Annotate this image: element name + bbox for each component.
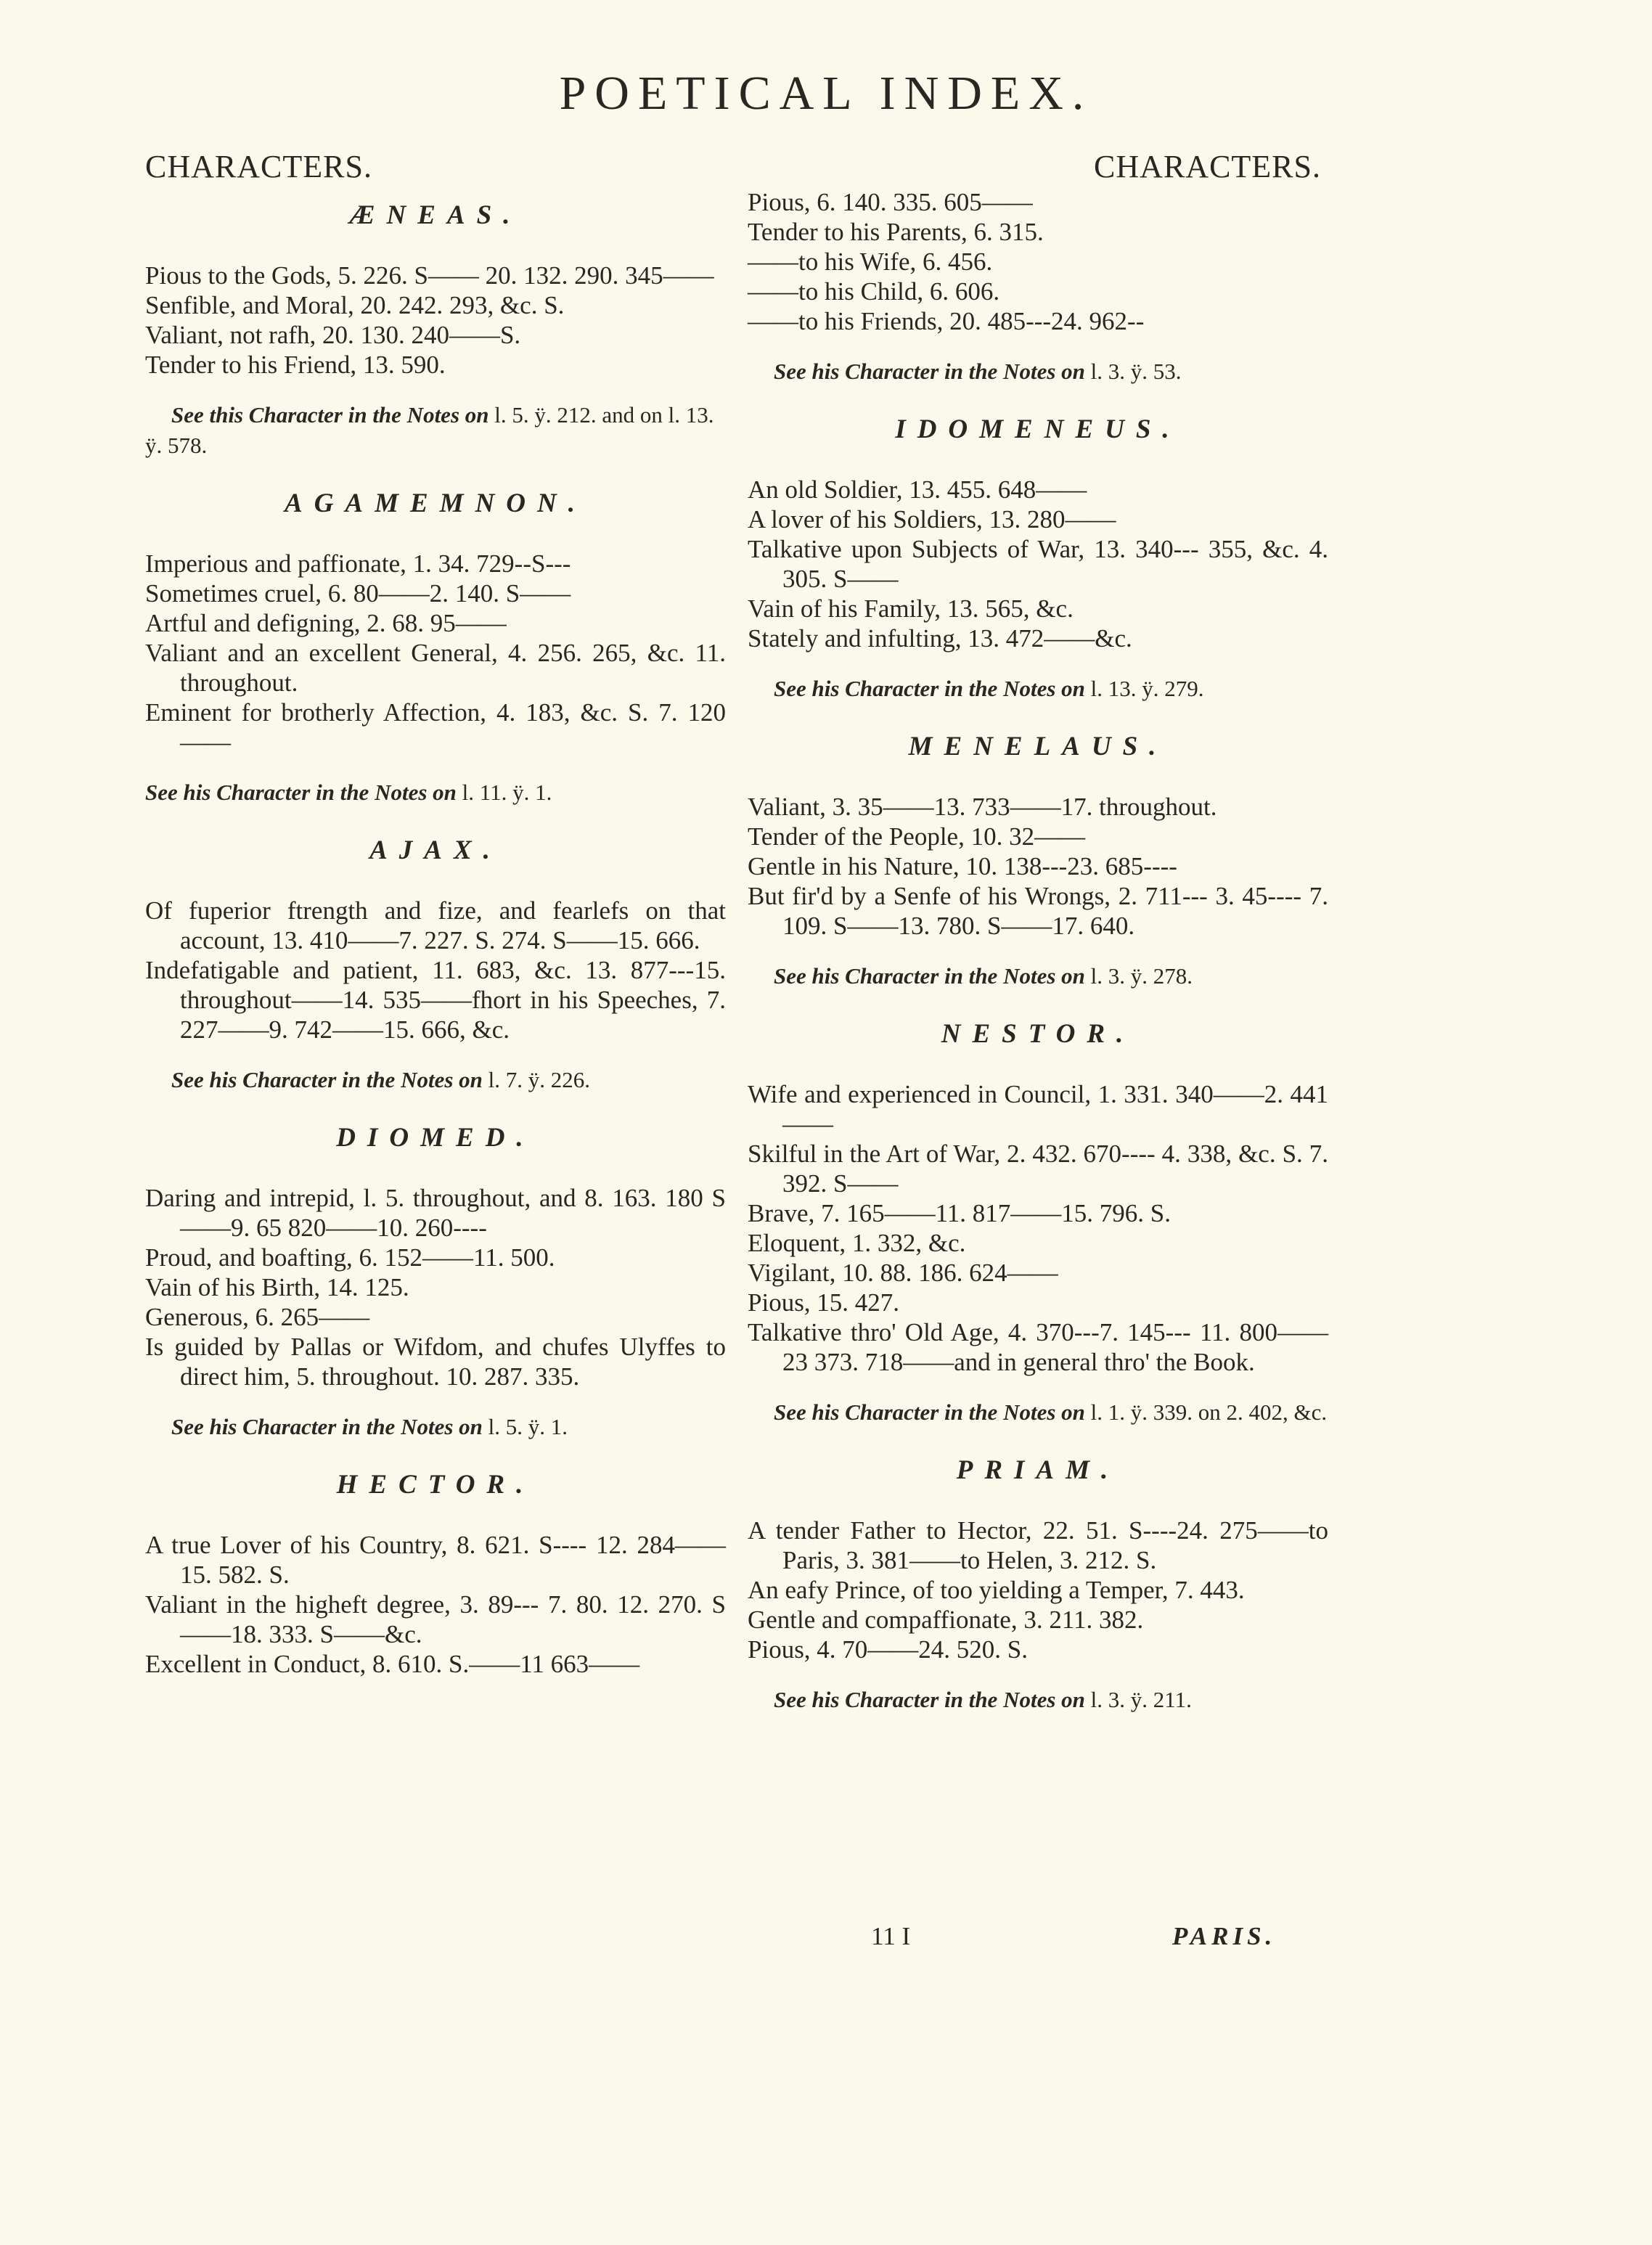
note-reference: l. 13. ÿ. 279.: [1090, 676, 1204, 701]
index-entry: An eafy Prince, of too yielding a Temper, 7. 443.: [748, 1576, 1245, 1604]
index-entry: Pious, 4. 70——24. 520. S.: [748, 1635, 1029, 1664]
note-reference: l. 11. ÿ. 1.: [462, 780, 552, 805]
section-diomed: [145, 1124, 726, 1442]
catchword: PARIS.: [1172, 1922, 1277, 1950]
note-reference: l. 3. ÿ. 211.: [1090, 1687, 1192, 1712]
index-entry: ——to his Friends, 20. 485---24. 962--: [748, 307, 1145, 335]
left-column: [145, 151, 726, 1679]
section-heading: AJAX.: [369, 835, 502, 865]
index-entry: Brave, 7. 165——11. 817——15. 796. S.: [748, 1199, 1171, 1227]
index-entry: Imperious and paffionate, 1. 34. 729--S---: [145, 549, 571, 578]
note-text: See his Character in the Notes on: [774, 1687, 1085, 1712]
character-note: [748, 674, 1328, 704]
index-entry: Gentle and compaffionate, 3. 211. 382.: [748, 1606, 1144, 1634]
index-entry: Tender to his Friend, 13. 590.: [145, 351, 446, 379]
note-reference: l. 5. ÿ. 212. and on l. 13. ÿ. 578.: [145, 402, 714, 458]
index-entry: Pious to the Gods, 5. 226. S—— 20. 132. 290. 345——: [145, 261, 714, 290]
section-hector-continued: [748, 187, 1328, 387]
index-entry: Vain of his Birth, 14. 125.: [145, 1273, 409, 1301]
section-aeneas: [145, 202, 726, 461]
section-heading: AGAMEMNON.: [285, 488, 586, 518]
index-entry: Sometimes cruel, 6. 80——2. 140. S——: [145, 579, 571, 608]
section-heading: DIOMED.: [336, 1123, 535, 1153]
index-entry: Tender to his Parents, 6. 315.: [748, 218, 1044, 246]
section-heading: ÆNEAS.: [349, 200, 522, 230]
section-idomeneus: [748, 416, 1328, 704]
index-entry: Gentle in his Nature, 10. 138---23. 685----: [748, 852, 1177, 880]
note-text: See his Character in the Notes on: [774, 676, 1085, 701]
index-entry: Tender of the People, 10. 32——: [748, 822, 1086, 851]
note-text: See his Character in the Notes on: [171, 1414, 483, 1439]
section-heading: NESTOR.: [941, 1019, 1135, 1049]
index-entry: Wife and experienced in Council, 1. 331. 340——2. 441——: [748, 1080, 1328, 1138]
character-note: [145, 777, 726, 808]
index-entry: ——to his Wife, 6. 456.: [748, 248, 993, 276]
index-entry: Valiant, not rafh, 20. 130. 240——S.: [145, 321, 521, 349]
section-menelaus: [748, 733, 1328, 991]
note-reference: l. 7. ÿ. 226.: [488, 1067, 591, 1092]
note-reference: l. 3. ÿ. 278.: [1090, 963, 1193, 989]
left-column-header: CHARACTERS.: [145, 149, 372, 184]
index-entry: Valiant in the higheft degree, 3. 89--- 7. 80. 12. 270. S——18. 333. S——&c.: [145, 1590, 726, 1648]
note-text: See his Character in the Notes on: [145, 780, 457, 805]
note-reference: l. 5. ÿ. 1.: [488, 1414, 568, 1439]
section-priam: [748, 1457, 1328, 1715]
character-note: [145, 1065, 726, 1095]
index-entry: Pious, 15. 427.: [748, 1288, 900, 1317]
index-entry: Talkative upon Subjects of War, 13. 340--- 355, &c. 4. 305. S——: [748, 535, 1328, 593]
index-entry: But fir'd by a Senfe of his Wrongs, 2. 711--- 3. 45---- 7. 109. S——13. 780. S——17. 640.: [748, 882, 1328, 940]
index-entry: Valiant and an excellent General, 4. 256. 265, &c. 11. throughout.: [145, 639, 726, 697]
index-entry: Artful and defigning, 2. 68. 95——: [145, 609, 507, 637]
section-heading: MENELAUS.: [908, 732, 1168, 761]
index-entry: Eloquent, 1. 332, &c.: [748, 1229, 966, 1257]
character-note: [748, 961, 1328, 991]
index-entry: ——to his Child, 6. 606.: [748, 277, 1000, 306]
section-heading: HECTOR.: [336, 1470, 535, 1500]
note-text: See his Character in the Notes on: [774, 963, 1085, 989]
character-note: [145, 400, 726, 461]
index-entry: A true Lover of his Country, 8. 621. S---- 12. 284——15. 582. S.: [145, 1531, 726, 1589]
section-ajax: [145, 837, 726, 1095]
index-entry: Valiant, 3. 35——13. 733——17. throughout.: [748, 793, 1217, 821]
signature-mark: 11 I: [871, 1922, 911, 1950]
index-entry: Vigilant, 10. 88. 186. 624——: [748, 1259, 1058, 1287]
section-nestor: [748, 1021, 1328, 1428]
note-reference: l. 1. ÿ. 339. on 2. 402, &c.: [1090, 1399, 1328, 1425]
section-hector: [145, 1471, 726, 1679]
index-entry: Vain of his Family, 13. 565, &c.: [748, 594, 1074, 623]
index-entry: Eminent for brotherly Affection, 4. 183, &c. S. 7. 120——: [145, 698, 726, 756]
index-entry: Daring and intrepid, l. 5. throughout, and 8. 163. 180 S——9. 65 820——10. 260----: [145, 1184, 726, 1242]
index-entry: Skilful in the Art of War, 2. 432. 670---- 4. 338, &c. S. 7. 392. S——: [748, 1140, 1328, 1198]
note-text: See his Character in the Notes on: [774, 1399, 1085, 1425]
index-entry: A tender Father to Hector, 22. 51. S----24. 275——to Paris, 3. 381——to Helen, 3. 212. S.: [748, 1516, 1328, 1574]
index-entry: Indefatigable and patient, 11. 683, &c. 13. 877---15. throughout——14. 535——fhort in his Speeches, 7. 227——9. 742——15. 666, &c.: [145, 956, 726, 1044]
index-entry: Stately and infulting, 13. 472——&c.: [748, 624, 1132, 653]
index-entry: Excellent in Conduct, 8. 610. S.——11 663——: [145, 1650, 640, 1678]
note-text: See this Character in the Notes on: [171, 402, 489, 428]
index-entry: A lover of his Soldiers, 13. 280——: [748, 505, 1116, 533]
section-agamemnon: [145, 490, 726, 808]
index-entry: Of fuperior ftrength and fize, and fearlefs on that account, 13. 410——7. 227. S. 274. S——15. 666.: [145, 896, 726, 954]
index-entry: Generous, 6. 265——: [145, 1303, 370, 1331]
right-column: [748, 151, 1328, 1715]
character-note: [748, 356, 1328, 387]
character-note: [748, 1397, 1328, 1428]
index-entry: Senfible, and Moral, 20. 242. 293, &c. S.: [145, 291, 565, 319]
character-note: [145, 1412, 726, 1442]
page-title: POETICAL INDEX.: [559, 67, 1093, 120]
section-heading: IDOMENEUS.: [895, 414, 1181, 444]
note-reference: l. 3. ÿ. 53.: [1090, 359, 1182, 384]
index-entry: Proud, and boafting, 6. 152——11. 500.: [145, 1243, 555, 1272]
index-entry: Pious, 6. 140. 335. 605——: [748, 188, 1033, 216]
section-heading: PRIAM.: [956, 1455, 1120, 1485]
index-entry: An old Soldier, 13. 455. 648——: [748, 475, 1087, 504]
right-column-header: CHARACTERS.: [1094, 149, 1321, 184]
note-text: See his Character in the Notes on: [774, 359, 1085, 384]
note-text: See his Character in the Notes on: [171, 1067, 483, 1092]
character-note: [748, 1685, 1328, 1715]
index-entry: Is guided by Pallas or Wifdom, and chufes Ulyffes to direct him, 5. throughout. 10. 287. 335.: [145, 1333, 726, 1391]
index-entry: Talkative thro' Old Age, 4. 370---7. 145--- 11. 800——23 373. 718——and in general thro' the Book.: [748, 1318, 1328, 1376]
